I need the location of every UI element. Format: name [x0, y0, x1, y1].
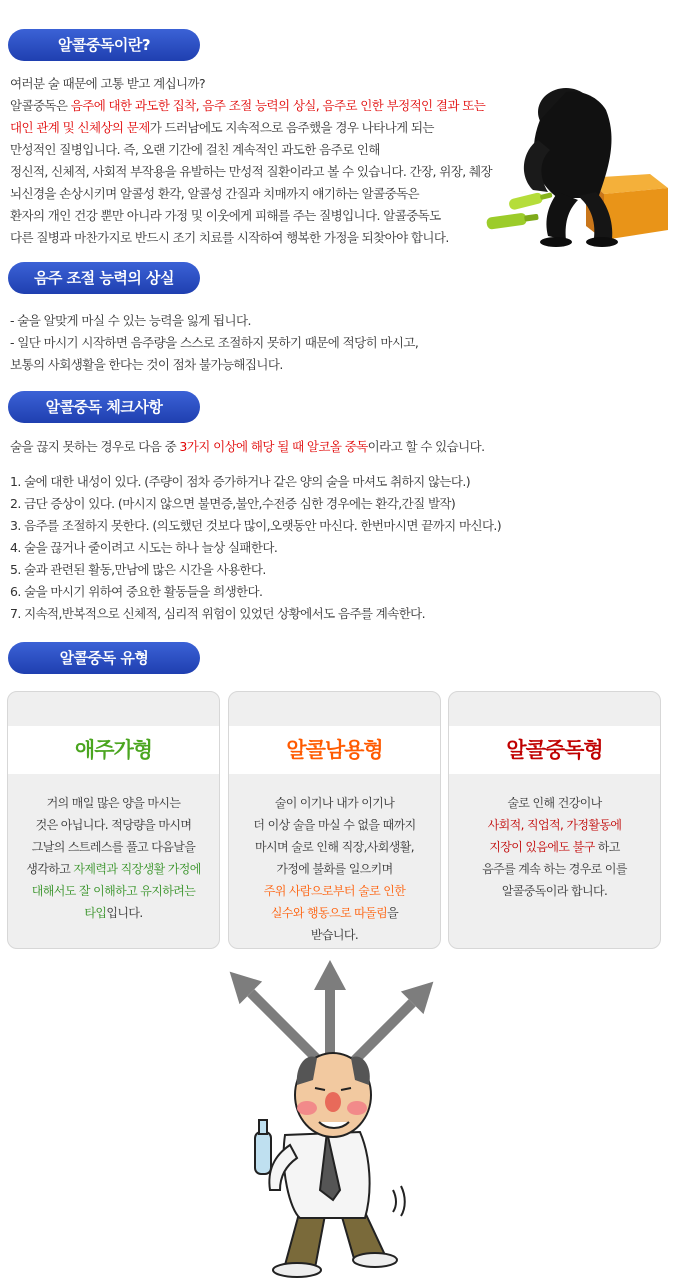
- type-card-title: 알콜남용형: [229, 726, 440, 774]
- type-card-title: 애주가형: [8, 726, 219, 774]
- text-segment: 6. 술을 마시기 위하여 중요한 활동들을 희생한다.: [10, 584, 263, 599]
- text-segment: 정신적, 신체적, 사회적 부작용을 유발하는 만성적 질환이라고 볼 수 있습니다. 간장, 위장, 췌장: [10, 164, 492, 179]
- text-line: [10, 559, 630, 581]
- text-segment: 가정에 불화를 일으키며: [276, 862, 393, 876]
- text-segment: 그날의 스트레스를 풀고 다음날을: [31, 840, 196, 854]
- text-line: [10, 436, 610, 458]
- highlighted-text: 지장이 있음에도 불구: [489, 840, 595, 854]
- text-segment: 뇌신경을 손상시키며 알콜성 환각, 알콜성 간질과 치매까지 얘기하는 알콜중독은: [10, 186, 420, 201]
- checklist-intro: [10, 436, 610, 458]
- text-segment: 하고: [594, 840, 620, 854]
- text-segment: 3. 음주를 조절하지 못한다. (의도했던 것보다 많이,오랫동안 마신다. 한번마시면 끝까지 마신다.): [10, 518, 502, 533]
- text-line: [449, 880, 660, 902]
- highlighted-text: 대해서도 잘 이해하고 유지하려는: [31, 884, 196, 898]
- text-line: [229, 836, 440, 858]
- highlighted-text: 실수와 행동으로 따돌림: [270, 906, 388, 920]
- highlighted-text: 타입: [84, 906, 107, 920]
- text-line: [10, 95, 510, 117]
- text-line: [229, 902, 440, 924]
- text-segment: 알콜중독은: [10, 98, 71, 113]
- text-segment: 생각하고: [26, 862, 74, 876]
- text-segment: 음주를 계속 하는 경우로 이를: [482, 862, 627, 876]
- text-line: [8, 902, 219, 924]
- text-line: [8, 836, 219, 858]
- text-segment: 술을 끊지 못하는 경우로 다음 중: [10, 439, 180, 454]
- text-line: [449, 814, 660, 836]
- section-title-loss-of-control: 음주 조절 능력의 상실: [8, 262, 200, 294]
- text-line: [10, 581, 630, 603]
- text-line: [229, 858, 440, 880]
- text-line: [10, 73, 510, 95]
- text-line: [8, 880, 219, 902]
- highlighted-text: 주위 사람으로부터 술로 인한: [263, 884, 406, 898]
- text-line: [229, 880, 440, 902]
- text-line: [10, 205, 510, 227]
- text-line: [10, 493, 630, 515]
- text-segment: 을: [387, 906, 399, 920]
- type-card-description: [229, 792, 440, 946]
- text-line: [229, 924, 440, 946]
- text-line: [10, 471, 630, 493]
- text-segment: 다른 질병과 마찬가지로 반드시 조기 치료를 시작하여 행복한 가정을 되찾아야 합니다.: [10, 230, 449, 245]
- text-segment: 마시며 술로 인해 직장,사회생활,: [255, 840, 414, 854]
- text-line: [10, 310, 570, 332]
- text-segment: 받습니다.: [310, 928, 359, 942]
- text-segment: 가 드러남에도 지속적으로 음주했을 경우 나타나게 되는: [149, 120, 434, 135]
- text-line: [449, 858, 660, 880]
- text-line: [449, 792, 660, 814]
- text-segment: - 일단 마시기 시작하면 음주량을 스스로 조절하지 못하기 때문에 적당히 마시고,: [10, 335, 419, 350]
- text-line: [8, 858, 219, 880]
- text-line: [10, 332, 570, 354]
- text-line: [8, 792, 219, 814]
- text-segment: 술이 이기나 내가 이기나: [274, 796, 395, 810]
- type-card-social-drinker: [7, 691, 220, 949]
- drunk-man-illustration: [245, 1040, 415, 1280]
- section2-body: [10, 310, 570, 376]
- text-segment: 7. 지속적,반복적으로 신체적, 심리적 위험이 있었던 상황에서도 음주를 계속한다.: [10, 606, 426, 621]
- text-segment: 4. 술을 끊거나 줄이려고 시도는 하나 늘상 실패한다.: [10, 540, 278, 555]
- type-card-description: [449, 792, 660, 902]
- text-segment: 거의 매일 많은 양을 마시는: [46, 796, 181, 810]
- text-line: [229, 792, 440, 814]
- type-card-title: 알콜중독형: [449, 726, 660, 774]
- type-card-description: [8, 792, 219, 924]
- text-line: [10, 515, 630, 537]
- text-segment: 여러분 술 때문에 고통 받고 계십니까?: [10, 76, 206, 91]
- text-segment: 더 이상 술을 마실 수 없을 때까지: [253, 818, 416, 832]
- section-title-checklist: 알콜중독 체크사항: [8, 391, 200, 423]
- highlighted-text: 자제력과 직장생활 가정에: [73, 862, 201, 876]
- text-segment: 보통의 사회생활을 한다는 것이 점차 불가능해집니다.: [10, 357, 283, 372]
- text-line: [229, 814, 440, 836]
- text-segment: 이라고 할 수 있습니다.: [367, 439, 485, 454]
- depressed-man-illustration: [478, 80, 688, 250]
- text-segment: 것은 아닙니다. 적당량을 마시며: [35, 818, 192, 832]
- highlighted-text: 대인 관계 및 신체상의 문제: [10, 120, 150, 135]
- text-segment: - 술을 알맞게 마실 수 있는 능력을 잃게 됩니다.: [10, 313, 251, 328]
- section-title-types: 알콜중독 유형: [8, 642, 200, 674]
- text-line: [10, 161, 510, 183]
- text-segment: 환자의 개인 건강 뿐만 아니라 가정 및 이웃에게 피해를 주는 질병입니다. 알콜중독도: [10, 208, 441, 223]
- text-line: [10, 603, 630, 625]
- type-card-alcohol-abuse: [228, 691, 441, 949]
- text-line: [10, 354, 570, 376]
- text-segment: 만성적인 질병입니다. 즉, 오랜 기간에 걸친 계속적인 과도한 음주로 인해: [10, 142, 380, 157]
- highlighted-text: 사회적, 직업적, 가정활동에: [487, 818, 622, 832]
- text-line: [10, 117, 510, 139]
- text-segment: 입니다.: [106, 906, 143, 920]
- text-segment: 2. 금단 증상이 있다. (마시지 않으면 불면증,불안,수전증 심한 경우에는 환각,간질 발작): [10, 496, 456, 511]
- type-card-alcohol-dependence: [448, 691, 661, 949]
- text-line: [8, 814, 219, 836]
- highlighted-text: 3가지 이상에 해당 될 때 알코올 중독: [179, 439, 368, 454]
- text-segment: 알콜중독이라 합니다.: [501, 884, 608, 898]
- text-segment: 1. 술에 대한 내성이 있다. (주량이 점차 증가하거나 같은 양의 술을 마셔도 취하지 않는다.): [10, 474, 471, 489]
- text-segment: 5. 술과 관련된 활동,만남에 많은 시간을 사용한다.: [10, 562, 266, 577]
- text-segment: 술로 인해 건강이나: [507, 796, 602, 810]
- text-line: [10, 227, 510, 249]
- checklist-items: [10, 471, 630, 625]
- section-title-what-is-alcoholism: 알콜중독이란?: [8, 29, 200, 61]
- highlighted-text: 음주에 대한 과도한 집착, 음주 조절 능력의 상실, 음주로 인한 부정적인 결과 또는: [70, 98, 486, 113]
- text-line: [10, 537, 630, 559]
- section1-body: [10, 73, 510, 249]
- text-line: [10, 139, 510, 161]
- text-line: [449, 836, 660, 858]
- text-line: [10, 183, 510, 205]
